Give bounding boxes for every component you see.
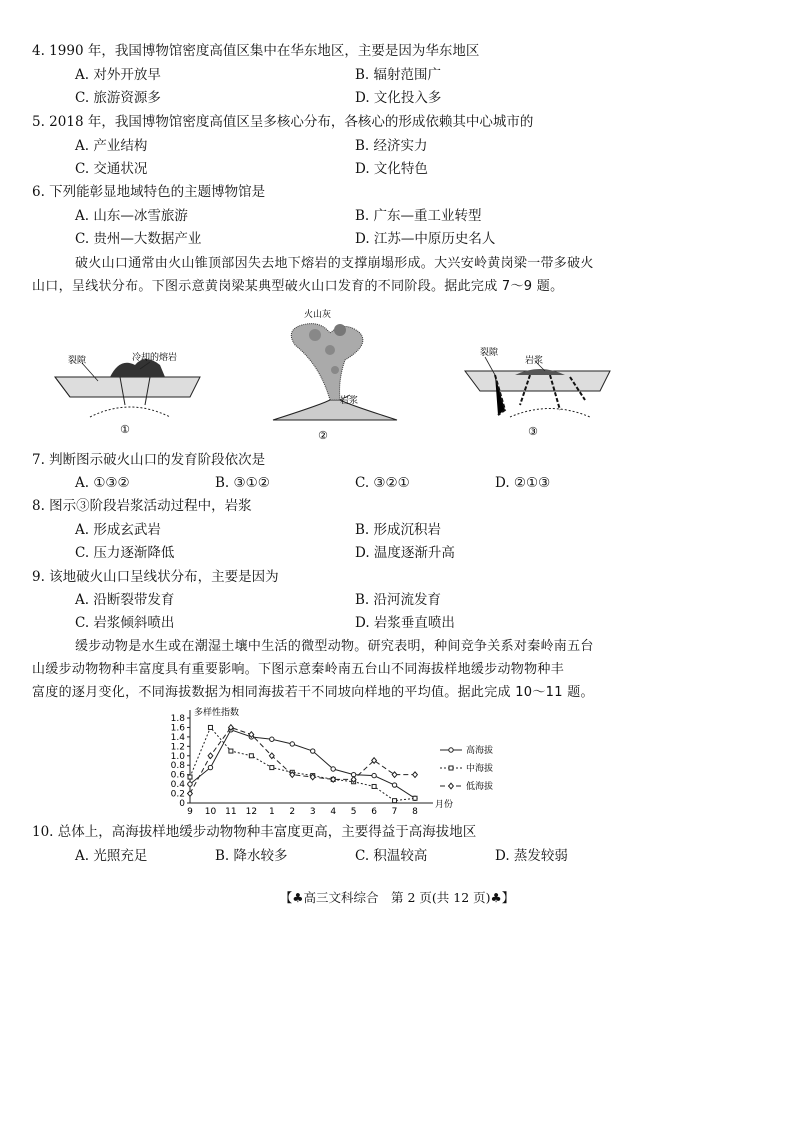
data-point — [372, 773, 376, 777]
q6-stem: 6. 下列能彰显地域特色的主题博物馆是 — [32, 184, 266, 200]
q5-option-d: D. 文化特色 — [355, 161, 428, 177]
label-crack-1: 裂隙 — [68, 356, 87, 366]
q5-option-c: C. 交通状况 — [75, 161, 148, 177]
data-point — [392, 783, 396, 787]
page-footer: 【♣高三文科综合 第 2 页(共 12 页)♣】 — [279, 890, 515, 905]
legend-label-3: 低海拔 — [466, 782, 494, 792]
data-point — [311, 749, 315, 753]
x-tick-label: 1 — [268, 807, 275, 817]
q4-option-c: C. 旅游资源多 — [75, 90, 161, 106]
x-tick-label: 7 — [391, 807, 398, 817]
data-point — [249, 754, 253, 758]
q5-stem: 5. 2018 年，我国博物馆密度高值区呈多核心分布，各核心的形成依赖其中心城市的 — [32, 114, 534, 130]
data-point — [229, 749, 233, 753]
data-point — [392, 772, 397, 778]
q8-option-c: C. 压力逐渐降低 — [75, 545, 175, 561]
q4-option-b: B. 辐射范围广 — [355, 67, 442, 83]
q9-option-a: A. 沿断裂带发育 — [75, 592, 175, 608]
q9-option-c: C. 岩浆倾斜喷出 — [75, 615, 175, 631]
q6-option-d: D. 江苏—中原历史名人 — [355, 231, 496, 247]
label-magma-3: 岩浆 — [525, 356, 544, 366]
q6-option-b: B. 广东—重工业转型 — [355, 208, 482, 224]
label-cooled-lava: 冷却的熔岩 — [132, 353, 178, 363]
q4-stem: 4. 1990 年，我国博物馆密度高值区集中在华东地区，主要是因为华东地区 — [32, 43, 480, 59]
series-line-3 — [190, 727, 415, 793]
data-point — [270, 737, 274, 741]
q9-stem: 9. 该地破火山口呈线状分布，主要是因为 — [32, 569, 279, 585]
q6-option-a: A. 山东—冰雪旅游 — [75, 208, 188, 224]
y-tick-label: 1.2 — [170, 742, 185, 753]
legend-marker-1 — [449, 748, 453, 752]
q7-option-b: B. ③①② — [215, 475, 270, 491]
label-volcanic-ash: 火山灰 — [304, 310, 332, 320]
label-stage-3: ③ — [528, 425, 538, 438]
q10-option-d: D. 蒸发较弱 — [495, 848, 568, 864]
q10-option-a: A. 光照充足 — [75, 848, 148, 864]
q9-option-b: B. 沿河流发育 — [355, 592, 442, 608]
y-tick-label: 0.8 — [170, 761, 185, 772]
q7-stem: 7. 判断图示破火山口的发育阶段依次是 — [32, 452, 266, 468]
caldera-stages-figure — [40, 305, 640, 445]
diversity-index-chart — [150, 705, 540, 820]
x-tick-label: 8 — [412, 807, 418, 817]
stage-1-diagram — [55, 359, 200, 417]
data-point — [188, 782, 192, 786]
q4-option-a: A. 对外开放早 — [75, 67, 161, 83]
x-tick-label: 4 — [330, 807, 337, 817]
data-point — [372, 784, 376, 788]
q8-option-a: A. 形成玄武岩 — [75, 522, 161, 538]
y-tick-label: 1.0 — [170, 751, 185, 762]
q10-option-b: B. 降水较多 — [215, 848, 288, 864]
x-tick-label: 9 — [187, 807, 193, 817]
data-point — [208, 753, 213, 759]
label-stage-2: ② — [318, 429, 328, 442]
data-point — [188, 775, 192, 779]
x-axis-label: 月份 — [435, 800, 454, 810]
y-tick-label: 1.4 — [170, 732, 185, 743]
y-tick-label: 0 — [179, 799, 185, 809]
data-point — [270, 766, 274, 770]
legend-marker-2 — [449, 766, 453, 770]
data-point — [413, 796, 417, 800]
legend-label-1: 高海拔 — [466, 746, 494, 756]
q7-option-d: D. ②①③ — [495, 475, 551, 491]
y-axis-label: 多样性指数 — [194, 708, 240, 718]
passage2-line3: 富度的逐月变化，不同海拔数据为相同海拔若干不同坡向样地的平均值。据此完成 10～11 题。 — [32, 685, 594, 700]
q8-option-d: D. 温度逐渐升高 — [355, 545, 455, 561]
x-tick-label: 2 — [289, 807, 296, 817]
x-tick-label: 3 — [309, 807, 316, 817]
data-point — [290, 742, 294, 746]
passage2-line1: 缓步动物是水生或在潮湿土壤中生活的微型动物。研究表明，种间竞争关系对秦岭南五台 — [75, 639, 594, 654]
q5-option-a: A. 产业结构 — [75, 138, 148, 154]
q9-option-d: D. 岩浆垂直喷出 — [355, 615, 455, 631]
stage-2-diagram — [273, 324, 397, 420]
y-tick-label: 0.4 — [170, 780, 185, 791]
legend-marker-3 — [449, 783, 454, 789]
label-magma-2: 岩浆 — [340, 396, 359, 406]
label-stage-1: ① — [120, 423, 130, 436]
passage2-line2: 山缓步动物物种丰富度具有重要影响。下图示意秦岭南五台山不同海拔样地缓步动物物种丰 — [32, 662, 565, 677]
q10-stem: 10. 总体上，高海拔样地缓步动物物种丰富度更高，主要得益于高海拔地区 — [32, 824, 477, 840]
series-line-2 — [190, 727, 415, 800]
passage1-line2: 山口，呈线状分布。下图示意黄岗梁某典型破火山口发育的不同阶段。据此完成 7～9 题。 — [32, 279, 564, 294]
passage1-line1: 破火山口通常由火山锥顶部因失去地下熔岩的支撑崩塌形成。大兴安岭黄岗梁一带多破火 — [75, 256, 594, 271]
series-line-1 — [190, 730, 415, 798]
data-point — [393, 799, 397, 803]
data-point — [208, 725, 212, 729]
y-tick-label: 1.8 — [170, 714, 185, 724]
x-tick-label: 11 — [225, 807, 237, 817]
legend-label-2: 中海拔 — [466, 764, 494, 774]
data-point — [208, 765, 212, 769]
x-tick-label: 10 — [204, 807, 217, 817]
data-point — [188, 791, 193, 797]
data-point — [331, 767, 335, 771]
y-tick-label: 1.6 — [170, 723, 185, 734]
stage-3-diagram — [465, 357, 610, 417]
y-tick-label: 0.2 — [170, 789, 185, 800]
q8-option-b: B. 形成沉积岩 — [355, 522, 442, 538]
data-point — [413, 772, 418, 778]
q6-option-c: C. 贵州—大数据产业 — [75, 231, 202, 247]
q7-option-a: A. ①③② — [75, 475, 130, 491]
x-tick-label: 6 — [371, 807, 377, 817]
q7-option-c: C. ③②① — [355, 475, 410, 491]
label-crack-3: 裂隙 — [480, 348, 499, 358]
y-tick-label: 0.6 — [170, 770, 185, 781]
q8-stem: 8. 图示③阶段岩浆活动过程中，岩浆 — [32, 498, 252, 514]
q10-option-c: C. 积温较高 — [355, 848, 428, 864]
x-tick-label: 5 — [350, 807, 357, 817]
q4-option-d: D. 文化投入多 — [355, 90, 442, 106]
q5-option-b: B. 经济实力 — [355, 138, 428, 154]
x-tick-label: 12 — [245, 807, 258, 817]
